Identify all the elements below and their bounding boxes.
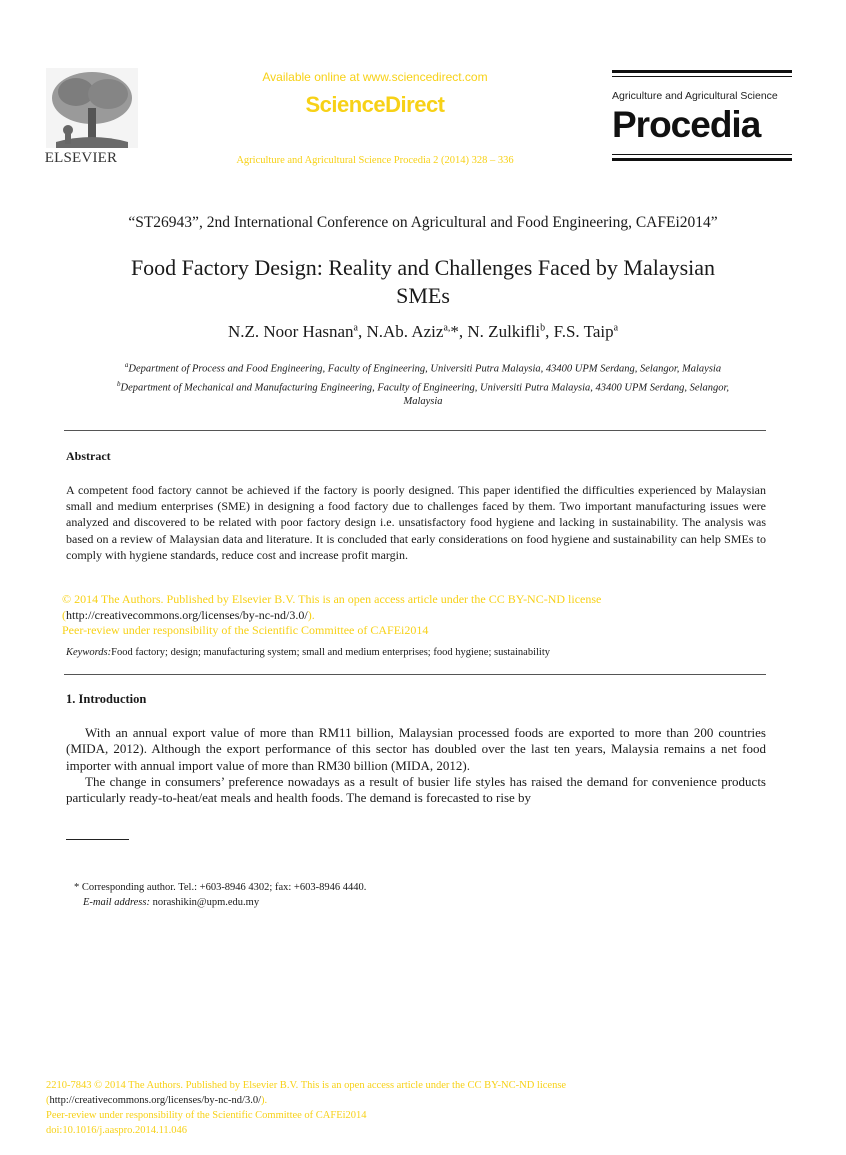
license-paren-close: ). <box>307 607 315 622</box>
affiliation-a-text: Department of Process and Food Engineering, Faculty of Engineering, Universiti Putra Malaysia, 43400 UPM Serdang, Selangor, Malaysia <box>128 363 722 375</box>
bottom-copyright-block <box>46 1078 746 1138</box>
bottom-line-2 <box>46 1093 746 1108</box>
keywords-text: Food factory; design; manufacturing system; small and medium enterprises; food hygiene; sustainability <box>111 647 550 658</box>
affiliation-b-text: Department of Mechanical and Manufacturing Engineering, Faculty of Engineering, Universiti Putra Malaysia, 43400 UPM Serdang, Selangor, <box>120 382 730 393</box>
footnote-rule <box>66 839 129 840</box>
introduction-paragraph-2: The change in consumers’ preference nowadays as a result of busier life styles has raised the demand for convenience products particularly ready-to-heat/eat meals and health foods. The demand is forecasted to rise by <box>66 773 766 806</box>
introduction-heading: 1. Introduction <box>66 692 147 706</box>
author-separator: , <box>545 322 554 341</box>
corresponding-author: * Corresponding author. Tel.: +603-8946 4302; fax: +603-8946 4440. <box>74 882 367 893</box>
bottom-line-1: 2210-7843 © 2014 The Authors. Published by Elsevier B.V. This is an open access article under the CC BY-NC-ND license <box>46 1080 567 1091</box>
procedia-logo <box>612 70 792 166</box>
conference-name: “ST26943”, 2nd International Conference on Agricultural and Food Engineering, CAFEi2014” <box>128 214 718 231</box>
paper-title <box>60 254 786 310</box>
affiliation-a <box>60 358 786 377</box>
title-line-2: SMEs <box>396 283 450 308</box>
doi[interactable]: doi:10.1016/j.aaspro.2014.11.046 <box>46 1125 188 1136</box>
author-affiliation-sup: a <box>613 322 619 334</box>
footnote <box>74 880 366 910</box>
procedia-name: Procedia <box>612 104 761 145</box>
journal-citation: Agriculture and Agricultural Science Procedia 2 (2014) 328 – 336 <box>236 155 514 166</box>
keywords-label: Keywords: <box>66 647 112 658</box>
affiliations <box>60 358 786 409</box>
title-line-1: Food Factory Design: Reality and Challenges Faced by Malaysian <box>130 255 716 280</box>
divider-top <box>64 430 766 431</box>
procedia-subtitle: Agriculture and Agricultural Science <box>612 90 778 102</box>
affiliation-b <box>60 377 786 396</box>
abstract-heading: Abstract <box>66 449 111 463</box>
bottom-license-url-link[interactable]: http://creativecommons.org/licenses/by-nc-nd/3.0/ <box>49 1095 262 1106</box>
procedia-bottom-rule <box>612 158 792 161</box>
introduction-body <box>66 725 766 806</box>
email-label: E-mail address: <box>83 897 150 908</box>
license-line-1: © 2014 The Authors. Published by Elsevier B.V. This is an open access article under the CC BY-NC-ND license <box>62 592 602 606</box>
author-separator: , <box>357 322 367 341</box>
author-separator: *, <box>450 322 468 341</box>
license-url-link[interactable]: http://creativecommons.org/licenses/by-nc-nd/3.0/ <box>66 607 308 622</box>
author-name: N.Z. Noor Hasnan <box>227 322 354 341</box>
bottom-line-3: Peer-review under responsibility of the Scientific Committee of CAFEi2014 <box>46 1110 367 1121</box>
license-block <box>62 592 782 639</box>
author-affiliation-sup: a, <box>443 322 451 334</box>
keywords <box>66 647 766 658</box>
available-online-text[interactable]: Available online at www.sciencedirect.com <box>262 70 488 84</box>
sciencedirect-logo: ScienceDirect <box>305 92 445 117</box>
author-name: N.Ab. Aziz <box>366 322 444 341</box>
procedia-top-thin-rule <box>612 76 792 77</box>
introduction-paragraph-1: With an annual export value of more than RM11 billion, Malaysian processed foods are exported to more than 200 countries (MIDA, 2012). Although the export performance of this sector has doubled over the last ten years, Malaysia remains a net food importer with annual import value of more than RM30 billion (MIDA, 2012). <box>66 725 766 773</box>
affiliation-b-sup: b <box>116 379 121 388</box>
license-line-3: Peer-review under responsibility of the Scientific Committee of CAFEi2014 <box>62 623 429 637</box>
affiliation-b-continued: Malaysia <box>403 396 443 407</box>
elsevier-wordmark: ELSEVIER <box>44 150 118 166</box>
procedia-top-rule <box>612 70 792 73</box>
abstract-body: A competent food factory cannot be achieved if the factory is poorly designed. This paper identified the difficulties experienced by Malaysian small and medium enterprises (SME) in designing a food factory due to challenges faced by them. Two important manufacturing issues were analyzed and discovered to be related with poor factory design i.e. unsatisfactory food hygiene and lacking in sustainability. The analysis was based on a review of Malaysian data and literature. It is concluded that early considerations on food hygiene and sustainability can help SMEs to comply with hygiene standards, reduce cost and increase profit margin. <box>66 483 766 562</box>
author-list <box>40 322 806 342</box>
email-address[interactable]: norashikin@upm.edu.my <box>152 897 260 908</box>
bottom-paren-open: ( <box>46 1095 50 1106</box>
license-line-2 <box>62 608 782 624</box>
divider-bottom <box>64 674 766 675</box>
email-line <box>74 895 366 910</box>
affiliation-a-sup: a <box>124 361 129 369</box>
author-affiliation-sup: a <box>353 322 358 334</box>
bottom-paren-close: ). <box>261 1095 268 1106</box>
author-affiliation-sup: b <box>540 322 546 334</box>
author-name: F.S. Taip <box>553 322 614 341</box>
author-name: N. Zulkifli <box>467 322 541 341</box>
license-paren-open: ( <box>62 607 66 622</box>
procedia-bottom-thin-rule <box>612 154 792 155</box>
